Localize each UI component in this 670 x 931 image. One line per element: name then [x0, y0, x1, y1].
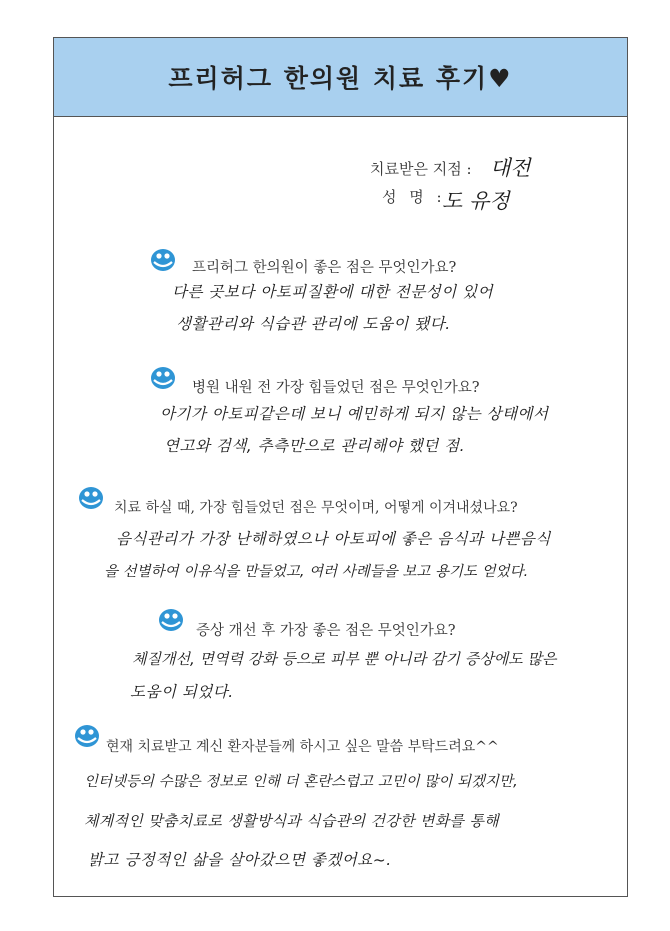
question-1: 프리허그 한의원이 좋은 점은 무엇인가요?	[192, 260, 457, 276]
answer-4-line-2: 도움이 되었다.	[130, 683, 234, 701]
question-4: 증상 개선 후 가장 좋은 점은 무엇인가요?	[196, 623, 456, 639]
freehug-logo-icon	[158, 608, 184, 632]
review-form	[53, 37, 628, 897]
answer-4-line-1: 체질개선, 면역력 강화 등으로 피부 뿐 아니라 감기 증상에도 많은	[132, 650, 557, 668]
answer-2-line-2: 연고와 검색, 추측만으로 관리해야 했던 점.	[164, 437, 466, 455]
freehug-logo-icon	[150, 248, 176, 272]
answer-3-line-1: 음식관리가 가장 난해하였으나 아토피에 좋은 음식과 나쁜음식	[116, 530, 551, 548]
answer-5-line-1: 인터넷등의 수많은 정보로 인해 더 혼란스럽고 고민이 많이 되겠지만,	[84, 774, 518, 790]
answer-5-line-2: 체계적인 맞춤치료로 생활방식과 식습관의 건강한 변화를 통해	[84, 812, 499, 830]
question-2: 병원 내원 전 가장 힘들었던 점은 무엇인가요?	[192, 380, 480, 396]
answer-5-line-3: 밝고 긍정적인 삶을 살아갔으면 좋겠어요~.	[88, 851, 392, 869]
page-title: 프리허그 한의원 치료 후기♥	[168, 64, 513, 93]
branch-label: 치료받은 지점 :	[370, 160, 472, 178]
name-value: 도 유정	[442, 189, 510, 213]
answer-3-line-2: 을 선별하여 이유식을 만들었고, 여러 사례들을 보고 용기도 얻었다.	[104, 564, 529, 580]
answer-1-line-2: 생활관리와 식습관 관리에 도움이 됐다.	[176, 315, 451, 333]
header-band	[54, 38, 627, 117]
question-3: 치료 하실 때, 가장 힘들었던 점은 무엇이며, 어떻게 이겨내셨나요?	[114, 500, 518, 516]
freehug-logo-icon	[150, 366, 176, 390]
answer-2-line-1: 아기가 아토피같은데 보니 예민하게 되지 않는 상태에서	[160, 405, 549, 423]
answer-1-line-1: 다른 곳보다 아토피질환에 대한 전문성이 있어	[172, 283, 494, 301]
question-5: 현재 치료받고 계신 환자분들께 하시고 싶은 말씀 부탁드려요^^	[106, 739, 499, 755]
freehug-logo-icon	[78, 486, 104, 510]
freehug-logo-icon	[74, 724, 100, 748]
name-label: 성 명 :	[382, 188, 446, 206]
branch-value: 대전	[490, 156, 531, 180]
